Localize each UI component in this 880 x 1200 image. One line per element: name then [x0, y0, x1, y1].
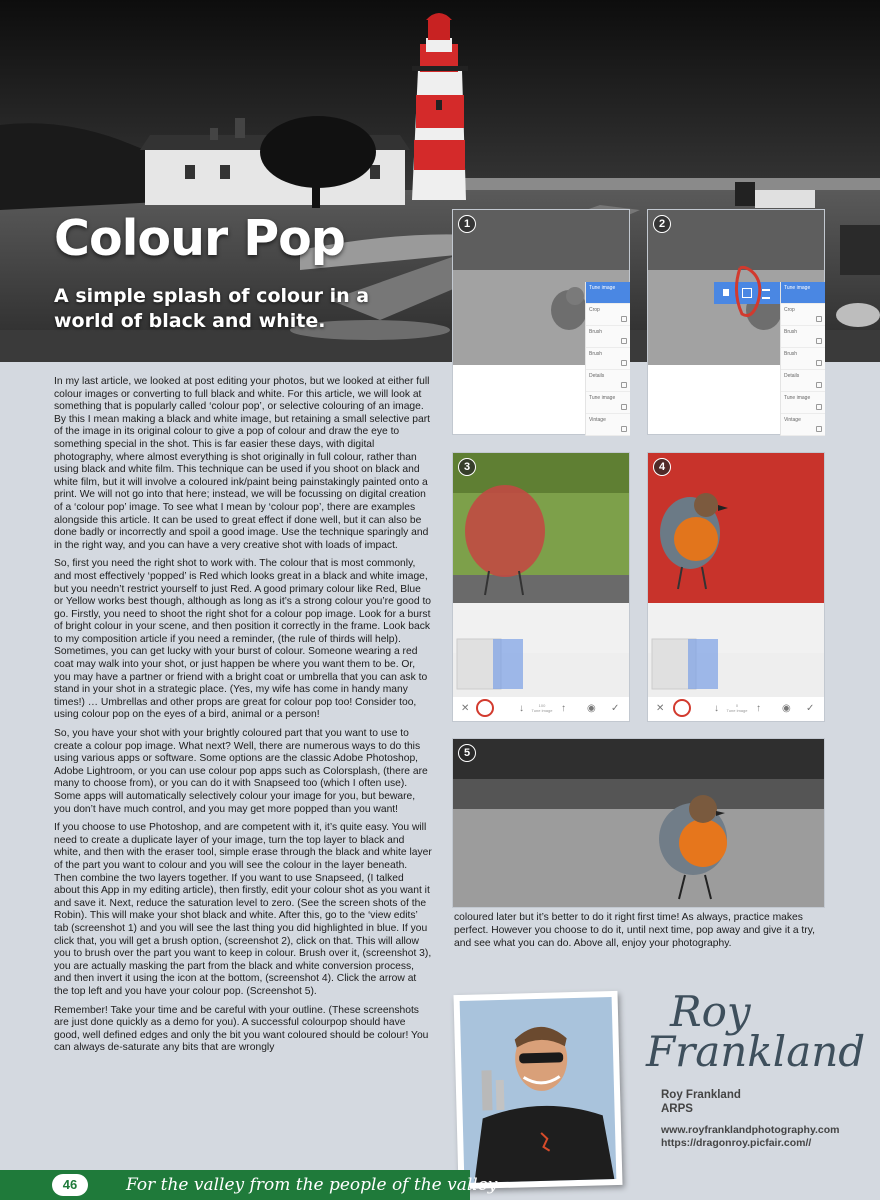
arrow-down-icon[interactable]: ↓: [519, 703, 524, 714]
screenshot-1: [453, 210, 629, 434]
menu-item-brush[interactable]: Brush: [586, 348, 630, 370]
menu-item-tune-image[interactable]: Tune image: [781, 282, 825, 304]
screenshot-number: 1: [458, 215, 476, 233]
screenshot-number: 2: [653, 215, 671, 233]
article-body: [54, 376, 432, 1061]
brush-value: 100: [538, 703, 546, 708]
svg-text:Roy: Roy: [670, 987, 751, 1036]
article-title: Colour Pop: [54, 210, 345, 267]
robin-colour-pop-image: [453, 739, 824, 907]
menu-item-vintage[interactable]: Vintage: [781, 414, 825, 436]
screenshot-3: [453, 453, 629, 721]
robin-inverted-mask-image: [648, 453, 824, 697]
author-photo: [453, 991, 622, 1189]
menu-item-details[interactable]: Details: [781, 370, 825, 392]
body-paragraph: In my last article, we looked at post editing your photos, but we looked at either full colour images or converting to full black and white. For this article, we will look at something that is popularly called ‘colour pop’, or selective colouring of an image. By this I mean making a black and white image, but retaining a small selective part of the image in its original colour to give a pop of colour and draw the eye to something special in the shot. This is far easier these days, with digital photography, where almost everything is shot originally in full colour, rather than using black and white film. This technique can be used if you shoot on black and white film, but it will involve a coloured ink/paint being painstakingly painted onto a print. We will not go into that here; instead, we will be focussing on digital creation of a ‘colour pop’ image. To see what I mean by ‘colour pop’, there are examples alongside this article. It can be used to great effect if done well, but it can also be done badly or incorrectly and spoil a good image. Use the technique sparingly and in the right way, and you can have a very creative shot with loads of impact.: [54, 376, 431, 551]
svg-text:Frankland: Frankland: [646, 1027, 866, 1076]
body-paragraph: If you choose to use Photoshop, and are competent with it, it’s quite easy. You will need to create a duplicate layer of your image, turn the top layer to black and white, and then with the eraser tool, simple erase through the black and white layer of the part you want to colour and you will see the colour in the layer beneath. Then combine the two layers together. If you want to use Snapseed, (I talked about this App in my editing article), then firstly, edit your colour shot as you want it and save it. Next, reduce the saturation level to zero. (See the screen shots of the Robin). This will make your shot black and white. After this, go to the ‘view edits’ tab (screenshot 1) and you will see the last thing you did highlighted in blue. If you click that, you will get a brush option, (screenshot 2), click on that. This will allow you to brush over the part you want to keep in colour. Brush over it, (screenshot 3), you are actually masking the part from the black and white conversion process, and then invert it using the icon at the bottom, (screenshot 4). Click the arrow at the top left and you have your colour pop. (Screenshot 5).: [54, 822, 432, 997]
author-name: Roy Frankland: [661, 1089, 741, 1101]
author-portrait: [460, 997, 617, 1183]
close-icon[interactable]: ✕: [461, 703, 470, 714]
invert-mask-button[interactable]: [673, 699, 691, 717]
eye-icon[interactable]: ◉: [587, 703, 596, 714]
author-honours: ARPS: [661, 1103, 693, 1115]
brush-value: 0: [735, 703, 739, 708]
screenshot-number: 5: [458, 744, 476, 762]
arrow-down-icon[interactable]: ↓: [714, 703, 719, 714]
editor-toolbar: [453, 696, 629, 721]
menu-item-tune-image[interactable]: Tune image: [586, 392, 630, 414]
screenshot-number: 4: [653, 458, 671, 476]
checkmark-icon[interactable]: ✓: [611, 703, 620, 714]
author-website-link[interactable]: www.royfranklandphotography.com: [661, 1124, 840, 1136]
checkmark-icon[interactable]: ✓: [806, 703, 815, 714]
close-icon[interactable]: ✕: [656, 703, 665, 714]
menu-item-brush[interactable]: Brush: [781, 326, 825, 348]
author-picfair-link[interactable]: https://dragonroy.picfair.com//: [661, 1137, 812, 1149]
screenshot-4: [648, 453, 824, 721]
edits-stack-panel: [585, 282, 630, 436]
menu-item-brush[interactable]: Brush: [586, 326, 630, 348]
arrow-up-icon[interactable]: ↑: [756, 703, 761, 714]
menu-item-tune-image[interactable]: Tune image: [586, 282, 630, 304]
author-links: [661, 1124, 840, 1150]
brush-label: Tune image: [531, 708, 553, 713]
footer-tagline: For the valley from the people of the valley: [126, 1175, 498, 1195]
body-paragraph: Remember! Take your time and be careful with your outline. (These screenshots are just done quickly as a demo for you). A successful colourpop should have good, well defined edges and only the bit you want coloured should be colour! You can always de-saturate any bits that are wrongly: [54, 1004, 429, 1054]
screenshot-number: 3: [458, 458, 476, 476]
brush-label: Tune image: [726, 708, 748, 713]
menu-item-brush[interactable]: Brush: [781, 348, 825, 370]
editor-toolbar: [648, 696, 824, 721]
arrow-up-icon[interactable]: ↑: [561, 703, 566, 714]
menu-item-crop[interactable]: Crop: [586, 304, 630, 326]
red-circle-annotation: [730, 262, 770, 322]
page-number: 46: [52, 1174, 88, 1196]
delete-icon[interactable]: [723, 289, 729, 296]
body-paragraph: So, first you need the right shot to work with. The colour that is most commonly, and most effectively ‘popped’ is Red which looks great in a black and white image, but you needn’t restrict yourself to just Red. A good primary colour like Red, Blue or Yellow works best though, although as long as it’s a strong colour you’re good to go. Firstly, you need to shoot the right shot for a colour pop image. Look for a burst of bright colour in your scene, and then position it correctly in the frame. Look back to my composition article if you need a reminder, (the rule of thirds will help). Sometimes, you can get lucky with your burst of colour. Someone wearing a red coat may walk into your shot, or just happen be where you want them to be. Or, you may have a partner or friend with a bright coat or umbrella that you can ask to stand in your shot in a strategic place. (Yes, my wife has come in handy many times!) … Umbrellas and other props are great for colour pop too! Consider too, using colour pop on the eyes of a bird, animal or a person!: [54, 558, 432, 721]
invert-mask-button[interactable]: [476, 699, 494, 717]
edits-stack-panel: [780, 282, 825, 436]
continued-paragraph: coloured later but it’s better to do it right first time! As always, practice makes perfect. However you choose to do it, until next time, pop away and give it a try, and see what you can do. Above all, enjoy your photography.: [454, 912, 815, 949]
menu-item-crop[interactable]: Crop: [781, 304, 825, 326]
body-paragraph: So, you have your shot with your brightly coloured part that you want to use to create a colour pop image. What next? Well, there are numerous ways to do this using various apps or software. Some options are the classic Adobe Photoshop, Adobe Lightroom, or you can use colour pop apps such as Colorsplash, (there are many to choose from), or you can do it with Snapseed too (which I often use). Some apps will automatically selectively colour your image for you, but beware, you don’t have much control, and you may get more popped than you want!: [54, 728, 428, 815]
menu-item-vintage[interactable]: Vintage: [586, 414, 630, 436]
author-signature: [640, 980, 866, 1080]
article-subtitle: A simple splash of colour in a world of black and white.: [54, 285, 370, 332]
eye-icon[interactable]: ◉: [782, 703, 791, 714]
screenshot-2: [648, 210, 824, 434]
robin-masked-image: [453, 453, 629, 697]
menu-item-details[interactable]: Details: [586, 370, 630, 392]
screenshot-5: [453, 739, 824, 907]
author-name-block: [661, 1088, 741, 1116]
menu-item-tune-image[interactable]: Tune image: [781, 392, 825, 414]
